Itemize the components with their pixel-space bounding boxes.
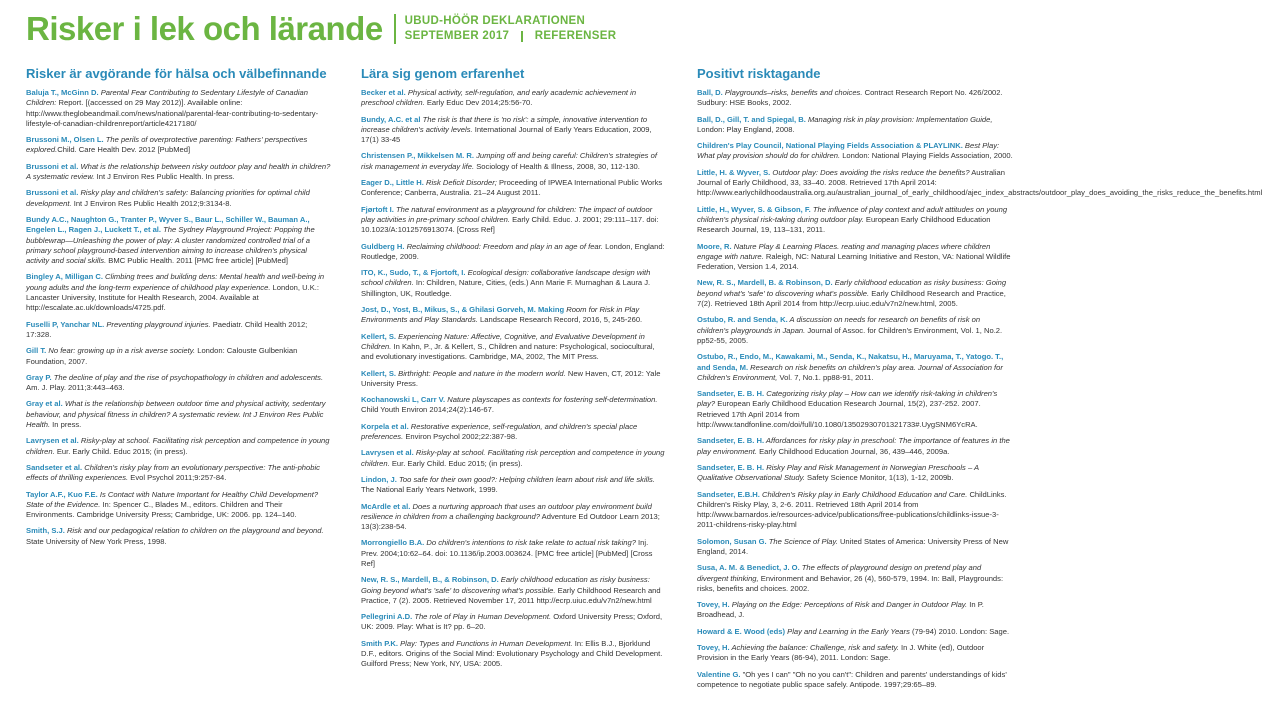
- reference-author: Gray P.: [26, 372, 52, 382]
- reference-entry: [697, 627, 1013, 637]
- reference-entry: [361, 242, 667, 263]
- reference-entry: [361, 151, 667, 172]
- column-positive-risk: [697, 66, 1262, 696]
- subtitle-separator: [521, 31, 523, 42]
- reference-title: Playgrounds–risks, benefits and choices.: [722, 88, 863, 97]
- reference-details: Raleigh, NC: Natural Learning Initiative and Reston, VA: National Wildlife Federation, Version 1.4, 2014.: [697, 251, 1011, 272]
- reference-author: Korpela et al.: [361, 421, 409, 431]
- reference-title: Risky-play at school. Facilitating risk perception and competence in young children.: [361, 448, 665, 468]
- reference-author: Jost, D., Yost, B., Mikus, S., & Ghilasi Gorveh, M. Making: [361, 305, 565, 315]
- reference-author: Brussoni et al.: [26, 161, 79, 171]
- reference-author: Little, H. & Wyver, S.: [697, 167, 771, 177]
- reference-details: In press.: [50, 420, 82, 430]
- reference-details: "Oh yes I can" "Oh no you can't": Children and parents' understandings of kids' competence to negotiate public space safely. Antipode. 1997;29:65–89.: [697, 669, 1007, 689]
- reference-entry: [697, 436, 1013, 457]
- reference-title: Nature Play & Learning Places. reating and managing places where children engage with nature.: [697, 241, 991, 261]
- reference-title: Play: Types and Functions in Human Development.: [398, 638, 573, 648]
- reference-author: Kellert, S.: [361, 331, 397, 341]
- reference-title: Risk and our pedagogical relation to children on the playground and beyond.: [64, 526, 324, 536]
- subtitle-row: [405, 29, 617, 44]
- column-learning: [361, 66, 667, 676]
- reference-details: In: Children, Nature, Cities, (eds.) Ann Marie F. Murnaghan & Laura J. Shillington, UK, Routledge.: [361, 278, 651, 298]
- reference-title: No fear: growing up in a risk averse society.: [46, 346, 196, 356]
- reference-details: Australian Journal of Early Childhood, 33, 33–40. 2008. Retrieved 17th April 2014: http://www.earlychildhoodaustralia.org.au/australian_journal_of_early_childhood/ajec_index_abstracts/outdoor_play_does_avoiding_the_risks_reduce_the_benefits.html: [697, 167, 1262, 198]
- reference-author: Howard & E. Wood (eds): [697, 626, 786, 636]
- reference-author: Becker et al.: [361, 88, 406, 97]
- reference-entry: [697, 537, 1013, 558]
- reference-entry: [697, 278, 1013, 309]
- reference-list: [361, 88, 667, 670]
- reference-author: ITO, K., Sudo, T., & Fjortoft, I.: [361, 268, 466, 278]
- reference-details: International Journal of Early Years Education, 2009, 17(1) 33-45: [361, 124, 652, 145]
- reference-details: The National Early Years Network, 1999.: [361, 485, 498, 495]
- reference-details: Early Childhood Education Journal, 36, 439–446, 2009a.: [756, 446, 950, 456]
- reference-entry: [26, 188, 332, 209]
- reference-entry: [361, 178, 667, 199]
- reference-entry: [361, 612, 667, 633]
- reference-title: Does a nurturing approach that uses an outdoor play environment build resilience in children from a challenging background?: [361, 501, 652, 521]
- reference-title: Do children's intentions to risk take relate to actual risk taking?: [424, 538, 636, 548]
- reference-title: Parental Fear Contributing to Sedentary Lifestyle of Canadian Children:: [26, 88, 308, 108]
- reference-title: Children's Risky play in Early Childhood Education and Care.: [759, 489, 968, 499]
- reference-author: Sandseter, E. B. H.: [697, 436, 765, 446]
- reference-details: London, England: Routledge, 2009.: [361, 241, 665, 261]
- reference-title: Outdoor play: Does avoiding the risks reduce the benefits?: [770, 167, 970, 177]
- subtitle-date: SEPTEMBER 2017: [404, 30, 510, 42]
- reference-details: Early Child. Educ. J. 2001; 29:111–117. doi: 10.1023/A:1012576913074. [Cross Ref]: [361, 214, 659, 235]
- reference-entry: [26, 162, 332, 183]
- reference-author: Lavrysen et al.: [361, 448, 414, 458]
- reference-title: Reclaiming childhood: Freedom and play in an age of fear.: [404, 241, 603, 251]
- reference-author: New, R. S., Mardell, B. & Robinson, D.: [697, 278, 833, 288]
- reference-entry: [26, 346, 332, 367]
- reference-details: Child Youth Environ 2014;24(2):146-67.: [361, 405, 494, 415]
- reference-author: Valentine G.: [697, 669, 741, 679]
- reference-author: New, R. S., Mardell, B., & Robinson, D.: [361, 575, 499, 585]
- reference-list: [26, 88, 332, 547]
- reference-entry: [361, 369, 667, 390]
- reference-entry: [697, 167, 1262, 199]
- reference-title: Climbing trees and building dens: Mental health and well-being in young adults and the long-term experience of childhood play experience.: [26, 272, 325, 292]
- reference-author: McArdle et al.: [361, 501, 411, 511]
- reference-entry: [26, 463, 332, 484]
- reference-entry: [697, 643, 1013, 664]
- reference-title: Jumping off and being careful: Children's strategies of risk management in everyday life.: [361, 151, 657, 171]
- reference-details: Early Childhood Research and Practice, 7 (2). 2005. Retrieved November 17, 2011 http://ecrp.uiuc.edu/v7n2/new.html: [361, 585, 661, 605]
- reference-entry: [361, 115, 667, 146]
- subtitle-declaration: UBUD-HÖÖR DEKLARATIONEN: [404, 15, 586, 27]
- reference-entry: [361, 575, 667, 606]
- reference-title: Risky play and children's safety: Balancing priorities for optimal child development.: [26, 188, 310, 208]
- reference-entry: [361, 332, 667, 363]
- reference-author: Gill T.: [26, 346, 47, 356]
- reference-author: Bundy A.C., Naughton G., Tranter P., Wyver S., Baur L., Schiller W., Bauman A., Engelen L., Ragen J., Luckett T., et al.: [26, 214, 310, 235]
- reference-details: Landscape Research Record, 2016, 5, 245-260.: [477, 315, 643, 325]
- reference-entry: [26, 399, 332, 430]
- reference-title: The influence of play context and adult attitudes on young children's physical risk-taking during outdoor play.: [697, 204, 1008, 224]
- reference-title: What is the relationship between outdoor time and physical activity, sedentary behaviour, and physical fitness in children? A systematic review. Int J Environ Res Public Health.: [26, 399, 326, 430]
- reference-author: Fjørtoft I.: [361, 204, 394, 214]
- reference-author: Eager D., Little H.: [361, 178, 424, 188]
- reference-details: United States of America: University Press of New England, 2014.: [697, 536, 1009, 556]
- reference-title: Too safe for their own good?: Helping children learn about risk and life skills.: [396, 474, 655, 484]
- reference-entry: [697, 463, 1013, 484]
- reference-title: A discussion on needs for research on benefits of risk on children's playgrounds in Japan.: [697, 315, 981, 335]
- reference-details: London: National Playing Fields Association, 2000.: [840, 151, 1013, 161]
- reference-details: London, U.K.: Lancaster University, Institute for Health Research, 2004. Available at http://escalate.ac.uk/downloads/4725.pdf.: [26, 282, 319, 313]
- reference-author: Christensen P., Mikkelsen M. R.: [361, 151, 474, 161]
- reference-title: Preventing playground injuries.: [104, 319, 211, 329]
- reference-title: Managing risk in play provision: Implementation Guide,: [805, 114, 993, 124]
- reference-entry: [361, 88, 667, 109]
- reference-title: Nature playscapes as contexts for fostering self-determination.: [445, 395, 658, 405]
- reference-details: (79-94) 2010. London: Sage.: [909, 626, 1010, 636]
- reference-entry: [361, 268, 667, 299]
- page-title: Risker i lek och lärande: [26, 10, 383, 47]
- reference-details: Adventure Ed Outdoor Learn 2013; 13(3):238-54.: [361, 511, 660, 532]
- reference-entry: [26, 135, 332, 156]
- reference-author: Moore, R.: [697, 241, 732, 251]
- reference-details: In J. White (ed), Outdoor Provision in the Early Years (86-94), 2011. London: Sage.: [697, 643, 985, 663]
- reference-entry: [361, 475, 667, 496]
- reference-author: Pellegrini A.D.: [361, 612, 413, 622]
- reference-details: Vol. 7, No.1. pp88-91, 2011.: [777, 372, 874, 382]
- reference-entry: [26, 490, 332, 521]
- reference-author: Guldberg H.: [361, 241, 405, 251]
- page-header: [26, 6, 1004, 52]
- reference-author: Tovey, H.: [697, 643, 730, 653]
- reference-entry: [697, 670, 1013, 691]
- reference-entry: [26, 373, 332, 394]
- reference-author: Susa, A. M. & Benedict, J. O.: [697, 563, 800, 573]
- reference-author: Ball, D., Gill, T. and Spiegal, B.: [697, 114, 806, 124]
- reference-title: The Science of Play.: [766, 536, 838, 546]
- reference-entry: [361, 639, 667, 670]
- reference-details: Early Childhood Research and Practice, 7(2). Retrieved 18th April 2014 from http://ecrp.uiuc.edu/v7n2/new.html, 2005.: [697, 288, 1006, 309]
- reference-title: Children's risky play from an evolutionary perspective: The anti-phobic effects of thrilling experiences.: [26, 462, 320, 483]
- reference-title: The role of Play in Human Development.: [412, 612, 552, 622]
- reference-details: In: Spencer C., Blades M., editors. Children and Their Environments. Cambridge University Press; Cambridge, UK: 2006. pp. 124–140.: [26, 499, 297, 520]
- reference-details: Eur. Early Child. Educ 2015; (in press).: [54, 446, 188, 456]
- reference-details: London: Calouste Gulbenkian Foundation, 2007.: [26, 346, 298, 366]
- reference-details: Inj. Prev. 2004;10:62–64. doi: 10.1136/ip.2003.003624. [PMC free article] [PubMed] [Cross Ref]: [361, 538, 653, 568]
- reference-title: Risk Deficit Disorder;: [423, 178, 497, 188]
- reference-author: Ostubo, R. and Senda, K.: [697, 315, 788, 325]
- reference-details: Child. Care Health Dev. 2012 [PubMed]: [57, 145, 191, 155]
- reference-title: Categorizing risky play – How can we identify risk-taking in children's play?: [697, 389, 998, 409]
- reference-title: Restorative experience, self-regulation, and children's special place preferences.: [361, 421, 638, 442]
- reference-details: Contract Research Report No. 426/2002. Sudbury: HSE Books, 2002.: [697, 88, 1003, 108]
- reference-details: Proceeding of IPWEA International Public Works Conference; Canberra, Australia. 21–24 August 2011.: [361, 178, 663, 198]
- reference-details: Sociology of Health & Illness, 2008, 30, 112-130.: [474, 161, 640, 171]
- column-heading: Lära sig genom erfarenhet: [361, 66, 525, 81]
- reference-author: Bingley A, Milligan C.: [26, 272, 103, 282]
- reference-entry: [26, 88, 332, 129]
- reference-details: New Haven, CT, 2012: Yale University Press.: [361, 368, 661, 388]
- reference-details: ChildLinks. Children's Risky Play, 3, 2-6. 2011. Retrieved 18th April 2014 from http://www.barnardos.ie/resources-advice/publications/free-publications/childlinks-issue-3-2011-childrens-risky-play.html: [697, 489, 1007, 530]
- reference-title: The risk is that there is 'no risk': a simple, innovative intervention to increase children's activity levels.: [361, 114, 648, 134]
- reference-title: Is Contact with Nature Important for Healthy Child Development? State of the Evidence.: [26, 489, 319, 509]
- reference-author: Lindon, J.: [361, 474, 397, 484]
- reference-author: Ostubo, R., Endo, M., Kawakami, M., Senda, K., Nakatsu, H., Maruyama, T., Yatogo. T., and Senda, M.: [697, 352, 1004, 372]
- column-heading: Positivt risktagande: [697, 66, 821, 81]
- reference-details: Int J Environ Res Public Health 2012;9:3134-8.: [71, 198, 232, 208]
- reference-title: Best Play: What play provision should do for children.: [697, 141, 1000, 161]
- title-divider: [394, 14, 396, 44]
- reference-details: Paediatr. Child Health 2012; 17:328.: [26, 319, 308, 339]
- reference-title: Experiencing Nature: Affective, Cognitive, and Evaluative Development in Children.: [361, 331, 645, 351]
- reference-details: BMC Public Health. 2011 [PMC free article] [PubMed]: [106, 256, 288, 266]
- reference-details: Journal of Assoc. for Children's Environment, Vol. 1, No.2. pp52-55, 2005.: [697, 325, 1003, 345]
- reference-author: Sandseter, E. B. H.: [697, 389, 765, 399]
- reference-author: Baluja T., McGinn D.: [26, 88, 99, 97]
- reference-author: Smith P.K.: [361, 638, 398, 648]
- reference-entry: [26, 215, 332, 266]
- reference-title: Affordances for risky play in preschool: The importance of features in the play environment.: [697, 436, 1010, 456]
- reference-entry: [697, 352, 1013, 383]
- reference-entry: [26, 272, 332, 313]
- reference-details: European Early Childhood Education Research Journal, 15(2), 237-252. 2007. Retrieved 17th April 2014 from http://www.tandfonline.com/doi/full/10.1080/13502930701321733#.UygSNM6YcRA.: [697, 399, 981, 430]
- subtitle-block: [405, 14, 617, 44]
- reference-details: Environment and Behavior, 26 (4), 560-579, 1994. In: Ball, Playgrounds: risks, benefits and choices. 2002.: [697, 573, 1004, 593]
- reference-author: Sandseter et al.: [26, 462, 83, 472]
- reference-author: Little, H., Wyver, S. & Gibson, F.: [697, 204, 811, 214]
- reference-author: Brussoni et al.: [26, 188, 79, 198]
- reference-title: The effects of playground design on pretend play and divergent thinking,: [697, 563, 982, 583]
- reference-author: Taylor A.F., Kuo F.E.: [26, 489, 98, 499]
- reference-details: Evol Psychol 2011;9:257-84.: [128, 473, 227, 483]
- reference-entry: [697, 115, 1013, 136]
- reference-details: Safety Science Monitor, 1(13), 1-12, 2009b.: [804, 473, 954, 483]
- reference-author: Children's Play Council, National Playing Fields Association & PLAYLINK.: [697, 141, 963, 151]
- reference-title: The decline of play and the rise of psychopathology in children and adolescents.: [51, 372, 324, 382]
- reference-title: Birthright: People and nature in the modern world.: [396, 368, 566, 378]
- reference-entry: [697, 205, 1013, 236]
- reference-details: In Kahn, P., Jr. & Kellert, S., Children and nature: Psychological, sociocultural, and evolutionary investigations. Cambridge, MA, 2002, The MIT Press.: [361, 341, 655, 362]
- reference-entry: [361, 305, 667, 326]
- column-heading: Risker är avgörande för hälsa och välbefinnande: [26, 66, 327, 81]
- reference-title: Achieving the balance: Challenge, risk and safety.: [729, 643, 899, 653]
- reference-entry: [361, 422, 667, 443]
- reference-author: Kellert, S.: [361, 368, 397, 378]
- reference-title: Playing on the Edge: Perceptions of Risk and Danger in Outdoor Play.: [729, 600, 968, 610]
- reference-author: Sandseter, E. B. H.: [697, 462, 765, 472]
- reference-entry: [697, 600, 1013, 621]
- reference-details: In P. Broadhead, J.: [697, 600, 984, 620]
- reference-entry: [361, 205, 667, 236]
- reference-title: Early childhood education as risky business: Going beyond what's 'safe' to discovering what's possible.: [697, 278, 1007, 298]
- reference-entry: [361, 395, 667, 416]
- reference-title: Ecological design: collaborative landscape design with school children.: [361, 268, 651, 288]
- reference-details: State University of New York Press, 1998.: [26, 536, 167, 546]
- reference-title: The natural environment as a playground for children: The impact of outdoor play activities in pre-primary school children.: [361, 204, 653, 224]
- reference-author: Bundy, A.C. et al: [361, 114, 421, 124]
- reference-title: The Sydney Playground Project: Popping the bubblewrap—Unleashing the power of play: A cluster randomized controlled trial of a primary school playground-based intervention aiming to increase children's physical activity and social skills.: [26, 225, 315, 266]
- reference-entry: [697, 242, 1013, 273]
- reference-entry: [26, 320, 332, 341]
- reference-details: European Early Childhood Education Research Journal, 19, 113–131, 2011.: [697, 214, 991, 235]
- reference-author: Lavrysen et al.: [26, 436, 79, 446]
- reference-details: Report. [(accessed on 29 May 2012)]. Available online: http://www.theglobeandmail.com/news/national/parental-fear-contributing-to-sedentary-lifestyle-of-canadian-childrenreport/article4217180/: [26, 98, 319, 128]
- reference-title: Play and Learning in the Early Years: [785, 626, 910, 636]
- reference-details: London: Play England, 2008.: [697, 124, 795, 134]
- reference-title: Research on risk benefits on children's play area. Journal of Association for Children's Environment,: [697, 362, 1003, 382]
- reference-details: Am. J. Play. 2011;3:443–463.: [26, 383, 125, 393]
- reference-entry: [26, 436, 332, 457]
- reference-entry: [697, 88, 1013, 109]
- reference-title: Room for Risk in Play Environments and Play Standards.: [361, 305, 640, 325]
- reference-details: Int J Environ Res Public Health. In press.: [94, 172, 235, 182]
- reference-title: Physical activity, self-regulation, and early academic achievement in preschool children.: [361, 88, 637, 108]
- reference-entry: [697, 490, 1013, 531]
- reference-details: In: Ellis B.J., Bjorklund D.F., editors. Origins of the Social Mind: Evolutionary Psychology and Child Development. Guilford Press; New York, NY, USA: 2005.: [361, 638, 663, 669]
- reference-title: Risky Play and Risk Management in Norwegian Preschools – A Qualitative Observational Study.: [697, 462, 979, 483]
- reference-author: Solomon, Susan G.: [697, 536, 767, 546]
- column-health: [26, 66, 332, 553]
- reference-entry: [361, 502, 667, 533]
- reference-author: Sandseter, E.B.H.: [697, 489, 760, 499]
- reference-details: Early Educ Dev 2014;25:56-70.: [424, 98, 533, 108]
- reference-entry: [697, 141, 1013, 162]
- reference-title: Early childhood education as risky business: Going beyond what's 'safe' to discovering what's possible.: [361, 575, 650, 595]
- reference-author: Kochanowski L, Carr V.: [361, 395, 446, 405]
- reference-title: What is the relationship between risky outdoor play and health in children? A systematic review.: [26, 161, 331, 182]
- reference-title: The perils of overprotective parenting: Fathers' perspectives explored.: [26, 135, 308, 155]
- reference-author: Smith, S.J.: [26, 526, 65, 536]
- reference-entry: [361, 448, 667, 469]
- subtitle-section: REFERENSER: [534, 30, 617, 42]
- reference-author: Tovey, H.: [697, 600, 730, 610]
- reference-entry: [697, 315, 1013, 346]
- reference-author: Morrongiello B.A.: [361, 538, 425, 548]
- reference-author: Gray et al.: [26, 399, 63, 409]
- reference-entry: [361, 538, 667, 569]
- reference-list: [697, 88, 1262, 690]
- reference-details: Oxford University Press; Oxford, UK: 2009. Play: What is It? pp. 6–20.: [361, 612, 663, 632]
- reference-author: Brussoni M., Olsen L.: [26, 135, 104, 145]
- reference-entry: [26, 526, 332, 547]
- reference-entry: [697, 563, 1013, 594]
- reference-title: Risky-play at school. Facilitating risk perception and competence in young children.: [26, 436, 330, 456]
- reference-entry: [697, 389, 1013, 430]
- reference-author: Ball, D.: [697, 88, 723, 97]
- reference-author: Fuselli P, Yanchar NL.: [26, 319, 105, 329]
- reference-details: Environ Psychol 2002;22:387-98.: [403, 432, 518, 442]
- reference-details: Eur. Early Child. Educ 2015; (in press).: [389, 458, 523, 468]
